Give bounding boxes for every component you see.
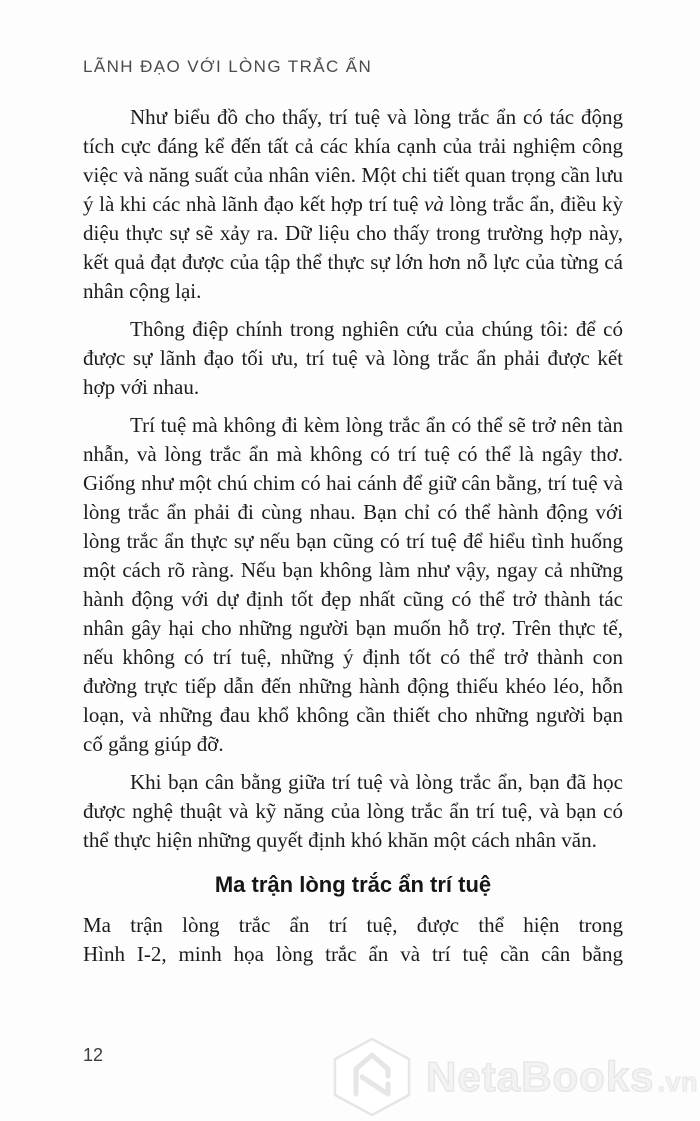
paragraph-1: Như biểu đồ cho thấy, trí tuệ và lòng trắc ẩn có tác động tích cực đáng kể đến tất cả các khía cạnh của trải nghiệm công việc và năng suất của nhân viên. Một chi tiết quan trọng cần lưu ý là khi các nhà lãnh đạo kết hợp trí tuệ và lòng trắc ẩn, điều kỳ diệu thực sự sẽ xảy ra. Dữ liệu cho thấy trong trường hợp này, kết quả đạt được của tập thể thực sự lớn hơn nỗ lực của từng cá nhân cộng lại. xyxy=(83,105,624,303)
watermark-brand-text: NetaBooks xyxy=(426,1053,655,1100)
paragraph-4: Khi bạn cân bằng giữa trí tuệ và lòng trắc ẩn, bạn đã học được nghệ thuật và kỹ năng của lòng trắc ẩn trí tuệ, và bạn có thể thực hiện những quyết định khó khăn một cách nhân văn. xyxy=(83,770,623,852)
section-heading: Ma trận lòng trắc ẩn trí tuệ xyxy=(214,872,492,897)
paragraph-5: Ma trận lòng trắc ẩn trí tuệ, được thể hiện trong Hình I-2, minh họa lòng trắc ẩn và trí tuệ cần cân bằng xyxy=(83,913,623,966)
watermark-tld-text: .vn xyxy=(657,1067,698,1097)
paragraph-2: Thông điệp chính trong nghiên cứu của chúng tôi: để có được sự lãnh đạo tối ưu, trí tuệ và lòng trắc ẩn phải được kết hợp với nhau. xyxy=(83,317,623,399)
hexagon-n-icon xyxy=(326,1036,418,1118)
page-number: 12 xyxy=(83,1045,104,1065)
netabooks-wordmark xyxy=(426,1053,698,1101)
paragraph-3: Trí tuệ mà không đi kèm lòng trắc ẩn có thể sẽ trở nên tàn nhẫn, và lòng trắc ẩn mà không có trí tuệ có thể là ngây thơ. Giống như một chú chim có hai cánh để giữ cân bằng, trí tuệ và lòng trắc ẩn phải đi cùng nhau. Bạn chỉ có thể hành động với lòng trắc ẩn thực sự nếu bạn cũng có trí tuệ để hiểu tình huống một cách rõ ràng. Nếu bạn không làm như vậy, ngay cả những hành động với dự định tốt đẹp nhất cũng có thể trở thành tác nhân gây hại cho những người bạn muốn hỗ trợ. Trên thực tế, nếu không có trí tuệ, những ý định tốt có thể trở thành con đường trực tiếp dẫn đến những hành động thiếu khéo léo, hỗn loạn, và những đau khổ không cần thiết cho những người bạn cố gắng giúp đỡ. xyxy=(83,413,623,756)
running-header: LÃNH ĐẠO VỚI LÒNG TRẮC ẨN xyxy=(83,57,373,76)
page-body xyxy=(83,103,623,978)
netabooks-watermark xyxy=(326,1036,698,1118)
